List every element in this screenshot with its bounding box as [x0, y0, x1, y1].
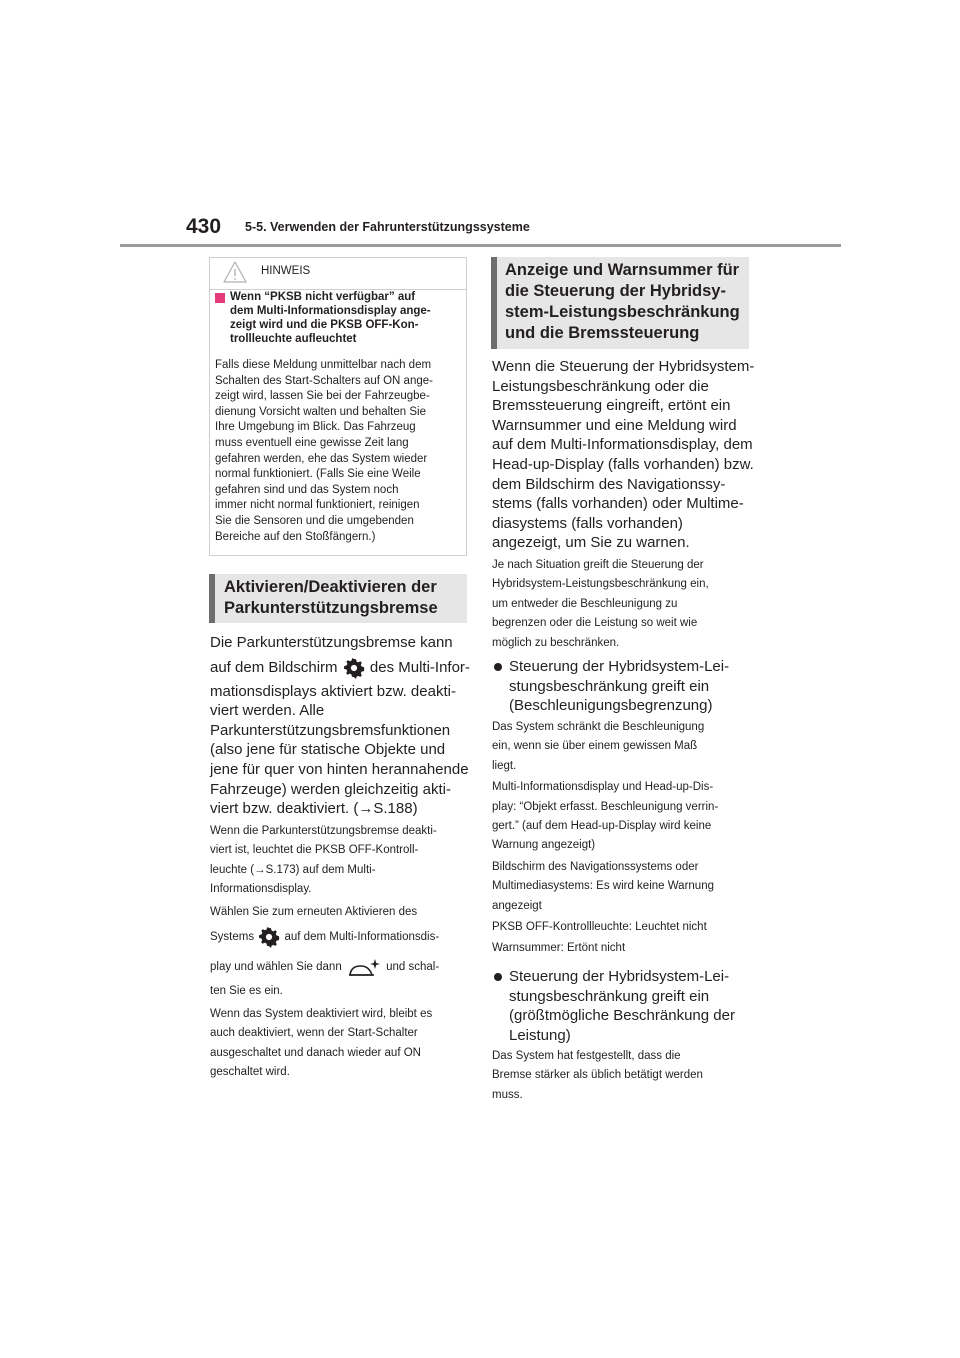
left-para-2: Wenn die Parkunterstützungsbremse deakti- viert ist, leuchtet die PKSB OFF-Kontroll- leuchte (→S.173) auf dem Multi- Informationsdisplay. — [210, 825, 437, 896]
left-para-3: Wählen Sie zum erneuten Aktivieren des Systems auf dem Multi-Informationsdis- play und wählen Sie dann und schal- ten Sie es ein. — [210, 906, 440, 998]
warning-icon — [222, 260, 248, 284]
item1-body: Das System schränkt die Beschleunigung ein, wenn sie über einem gewissen Maß liegt. Multi-Informationsdisplay und Head-up-Dis- play: “Objekt erfasst. Beschleunigung verrin- gert.” (auf dem Head-up-Display wird keine Warnung angezeigt) Bildschirm des Navigationssystems oder Multimediasystems: Es wird keine Warnung angezeigt PKSB OFF-Kontrollleuchte: Leuchtet nicht Warnsummer: Ertönt nicht — [492, 721, 719, 955]
item2-body: Das System hat festgestellt, dass die Bremse stärker als üblich betätigt werden muss. — [492, 1050, 703, 1101]
item1-heading: Steuerung der Hybridsystem-Lei- stungsbeschränkung greift ein (Beschleunigungsbegrenzung) — [509, 658, 730, 715]
right-note: Je nach Situation greift die Steuerung der Hybridsystem-Leistungsbeschränkung ein, um entweder die Beschleunigung zu begrenzen oder die Leistung so weit wie möglich zu beschränken. — [492, 559, 709, 649]
note-label: HINWEIS — [261, 265, 311, 277]
car-parking-assist-icon — [347, 955, 381, 979]
gear-icon — [343, 657, 365, 679]
header-rule — [120, 244, 841, 247]
section-title: 5-5. Verwenden der Fahrunterstützungssysteme — [245, 220, 530, 234]
section-title-activate: Aktivieren/Deaktivieren der Parkunterstützungsbremse — [224, 578, 438, 617]
note-body: Falls diese Meldung unmittelbar nach dem Schalten des Start-Schalters auf ON ange- zeigt wird, lassen Sie bei der Fahrzeugbe- dienung Vorsicht walten und behalten Sie Ihre Umgebung im Blick. Das Fahrzeug muss eventuell eine gewisse Zeit lang gefahren werden, ehe das System wieder normal funktioniert. (Falls Sie eine Weile gefahren sind und das System noch immer nicht normal funktioniert, reinigen Sie die Sensoren und die umgebenden Bereiche auf den Stoßfängern.) — [215, 359, 433, 543]
note-heading: Wenn “PKSB nicht verfügbar” auf dem Multi-Informationsdisplay ange- zeigt wird und die PKSB OFF-Kon- trollleuchte aufleuchtet — [230, 291, 431, 345]
gear-icon — [258, 926, 280, 948]
bullet-dot — [494, 973, 502, 981]
bullet-dot — [494, 663, 502, 671]
page-number: 430 — [186, 215, 222, 238]
right-intro: Wenn die Steuerung der Hybridsystem- Leistungsbeschränkung oder die Bremssteuerung eingreift, ertönt ein Warnsummer und eine Meldung wird auf dem Multi-Informationsdisplay, dem Head-up-Display (falls vorhanden) bzw. dem Bildschirm des Navigationssy- stems (falls vorhanden) oder Multime- diasystems (falls vorhanden) angezeigt, um Sie zu warnen. — [492, 358, 755, 552]
item2-heading: Steuerung der Hybridsystem-Lei- stungsbeschränkung greift ein (größtmögliche Beschränkung der Leistung) — [509, 968, 735, 1044]
left-para-4: Wenn das System deaktiviert wird, bleibt es auch deaktiviert, wenn der Start-Schalter ausgeschaltet und danach wieder auf ON geschaltet wird. — [210, 1008, 433, 1079]
note-bullet-square — [215, 293, 225, 303]
left-para-1: Die Parkunterstützungsbremse kann auf dem Bildschirm des Multi-Infor- mationsdisplays aktiviert bzw. deakti- viert werden. Alle Parkunterstützungsbremsfunktionen (also jene für statische Objekte und jene für quer von hinten herannahende Fahrzeuge) werden gleichzeitig akti- viert bzw. deaktiviert. (→S.188) — [210, 634, 470, 818]
section-title-hybrid-limit: Anzeige und Warnsummer für die Steuerung der Hybridsy- stem-Leistungsbeschränkung und die Bremssteuerung — [505, 261, 740, 342]
